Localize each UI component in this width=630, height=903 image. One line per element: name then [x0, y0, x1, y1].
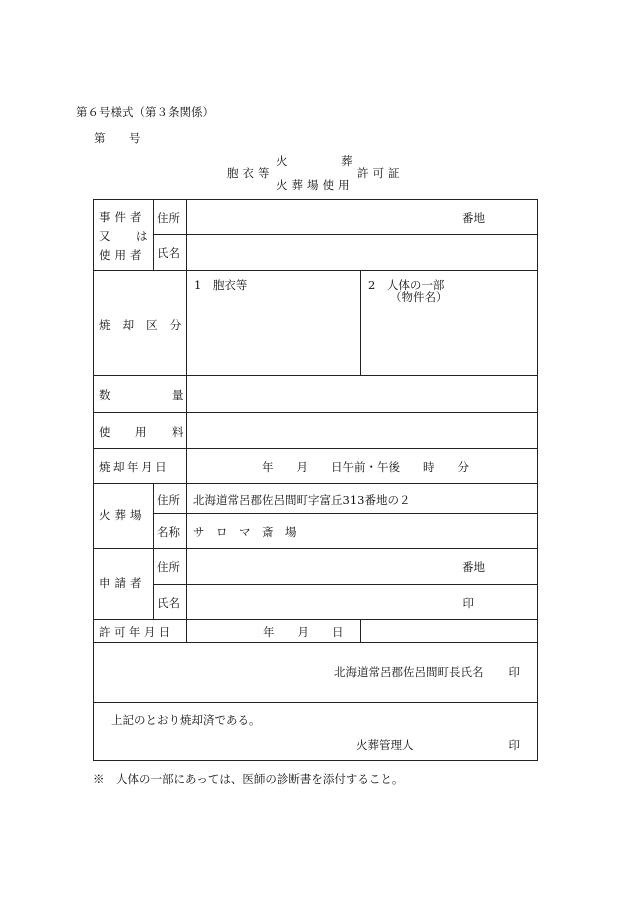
deceased-name-field[interactable] — [187, 235, 538, 270]
completion-text: 上記のとおり焼却済である。 — [111, 712, 261, 727]
title-bottom: 火葬場使用 — [276, 178, 354, 192]
deceased-label-cell — [94, 200, 154, 271]
quantity-label-cell — [94, 376, 187, 412]
mayor-seal-mark: 印 — [508, 665, 520, 680]
permit-date-template: 年 月 日 — [263, 624, 344, 639]
cremation-category-label-cell — [94, 270, 194, 376]
mayor-text: 北海道常呂郡佐呂間町長氏名 — [334, 665, 484, 680]
form-number: 第６号様式（第３条関係） — [76, 105, 214, 119]
applicant-address-suffix: 番地 — [462, 560, 485, 575]
deceased-label-line2-b: は — [136, 229, 148, 243]
deceased-address-label-cell — [154, 200, 187, 235]
fee-label-cell — [94, 412, 187, 448]
serial-label-first: 第 — [94, 131, 106, 145]
applicant-seal-mark: 印 — [462, 595, 474, 610]
manager-seal-mark: 印 — [508, 737, 520, 752]
applicant-address-label: 住所 — [157, 560, 180, 575]
deceased-address-label: 住所 — [157, 211, 180, 225]
footnote: ※ 人体の一部にあっては、医師の診断書を添付すること。 — [93, 772, 404, 786]
applicant-name-field[interactable] — [187, 584, 538, 619]
applicant-name-label: 氏名 — [157, 595, 180, 610]
crematorium-name-value: サ ロ マ 斎 場 — [193, 525, 297, 540]
crematorium-name-label: 名称 — [157, 525, 180, 540]
fee-label-b: 用 — [135, 424, 147, 439]
cremation-date-field[interactable] — [187, 448, 538, 483]
permit-form-table — [93, 199, 538, 761]
title-right: 許可証 — [357, 166, 404, 180]
cremation-date-template: 年 月 日午前・午後 時 分 — [262, 459, 469, 474]
crematorium-label-cell — [94, 484, 154, 549]
manager-label: 火葬管理人 — [356, 737, 414, 752]
category-option-2: 2 人体の一部 — [368, 277, 445, 292]
cremation-date-label-cell — [94, 448, 187, 483]
category-option-2-cell[interactable] — [361, 270, 538, 376]
quantity-label-a: 数 — [99, 388, 111, 403]
fee-label-c: 料 — [172, 424, 184, 439]
deceased-label-line2-a: 又 — [99, 229, 111, 243]
completion-cell — [94, 702, 538, 760]
permit-date-field[interactable] — [187, 619, 361, 642]
mayor-signature-cell — [94, 643, 538, 702]
deceased-name-label-cell — [154, 235, 187, 270]
quantity-field[interactable] — [187, 376, 538, 412]
deceased-label-line1: 事件者 — [99, 210, 146, 224]
deceased-address-field[interactable] — [187, 200, 538, 235]
fee-field[interactable] — [187, 412, 538, 448]
permit-date-blank — [361, 619, 538, 642]
cremation-date-label: 焼却年月日 — [99, 459, 170, 474]
deceased-label-line3: 使用者 — [99, 248, 146, 262]
crematorium-label: 火葬場 — [99, 508, 146, 522]
permit-date-label: 許可年月日 — [99, 624, 174, 639]
quantity-label-b: 量 — [172, 388, 184, 403]
title-top-second: 葬 — [341, 154, 353, 168]
serial-label-number: 号 — [129, 131, 141, 145]
applicant-label-cell — [94, 549, 154, 620]
category-option-2-note: （物件名） — [390, 289, 448, 304]
title-top-first: 火 — [276, 154, 288, 168]
applicant-label: 申請者 — [99, 576, 146, 591]
crematorium-name-label-cell — [154, 514, 187, 549]
crematorium-address-label-cell — [154, 484, 187, 514]
applicant-name-label-cell — [154, 584, 187, 619]
category-option-1: 1 胞衣等 — [194, 277, 248, 292]
crematorium-address-value: 北海道常呂郡佐呂間町字富丘313番地の２ — [193, 493, 411, 507]
fee-label-a: 使 — [99, 424, 111, 439]
applicant-address-field[interactable] — [187, 549, 538, 584]
cremation-category-label: 焼却区分 — [99, 317, 194, 332]
deceased-address-suffix: 番地 — [462, 211, 485, 225]
crematorium-name-cell — [187, 514, 538, 549]
crematorium-address-label: 住所 — [157, 493, 180, 507]
category-option-1-cell[interactable] — [187, 270, 361, 376]
deceased-name-label: 氏名 — [157, 246, 180, 261]
title-left: 胞衣等 — [227, 166, 274, 180]
crematorium-address-cell — [187, 484, 538, 514]
applicant-address-label-cell — [154, 549, 187, 584]
permit-date-label-cell — [94, 619, 187, 642]
